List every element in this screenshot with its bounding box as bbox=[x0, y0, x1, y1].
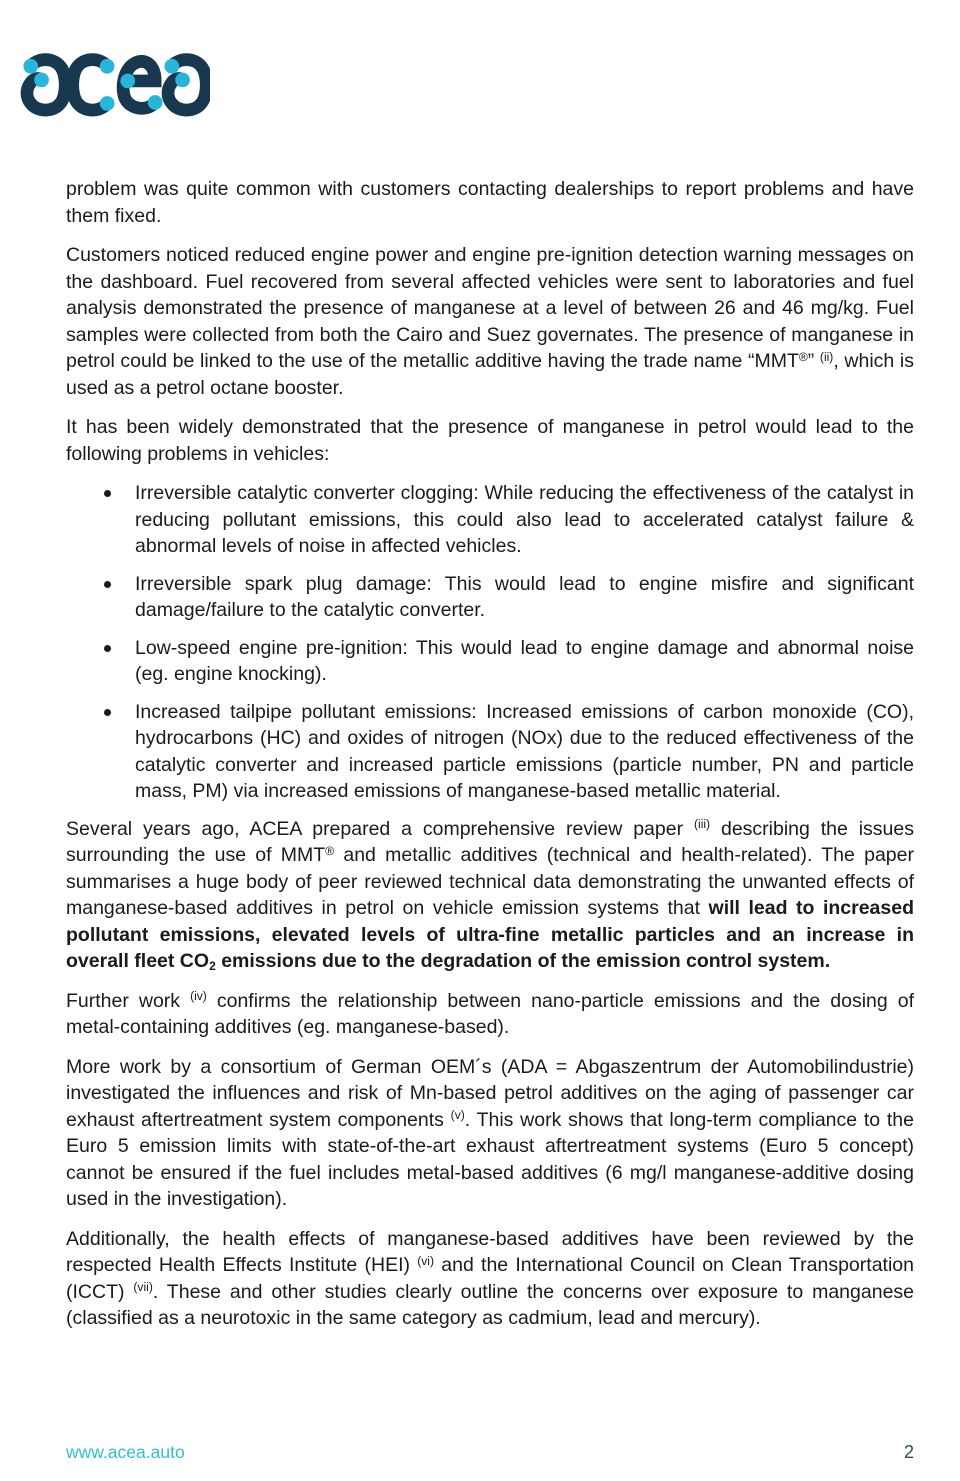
document-body bbox=[66, 176, 914, 1332]
paragraph-review-paper: Several years ago, ACEA prepared a comprehensive review paper $^{(iii)}$ describing the issues surrounding the use of MMT® and metallic additives (technical and health-related). The paper summarises a huge body of peer reviewed technical data demonstrating the unwanted effects of manganese-based additives in petrol on vehicle emission systems that will lead to increased pollutant emissions, elevated levels of ultra-fine metallic particles and an increase in overall fleet $CO_2$ emissions due to the degradation of the emission control system. bbox=[66, 817, 914, 973]
list-item-pre-ignition: Low-speed engine pre-ignition: This would lead to engine damage and abnormal noise (eg. engine knocking). bbox=[66, 635, 914, 688]
list-item-tailpipe-emissions: Increased tailpipe pollutant emissions: Increased emissions of carbon monoxide (CO), hydrocarbons (HC) and oxides of nitrogen (NOx) due to the reduced effectiveness of the catalytic converter and increased particle emissions (particle number, PN and particle mass, PM) via increased emissions of manganese-based metallic material. bbox=[66, 699, 914, 805]
paragraph-problems-lead: It has been widely demonstrated that the presence of manganese in petrol would lead to the following problems in vehicles: bbox=[66, 416, 914, 465]
paragraph-german-oems: More work by a consortium of German OEM´s (ADA = Abgaszentrum der Automobilindustrie) investigated the influences and risk of Mn-based petrol additives on the aging of passenger car exhaust aftertreatment system components $^{(v)}$. This work shows that long-term compliance to the Euro 5 emission limits with state-of-the-art exhaust aftertreatment systems (Euro 5 concept) cannot be ensured if the fuel includes metal-based additives (6 mg/l manganese-additive dosing used in the investigation). bbox=[66, 1055, 914, 1210]
list-item-spark-plug: Irreversible spark plug damage: This would lead to engine misfire and significant damage/failure to the catalytic converter. bbox=[66, 571, 914, 624]
paragraph-further-work: Further work $^{(iv)}$ confirms the relationship between nano-particle emissions and the dosing of metal-containing additives (eg. manganese-based). bbox=[66, 989, 915, 1038]
paragraph-customers: Customers noticed reduced engine power and engine pre-ignition detection warning messages on the dashboard. Fuel recovered from several affected vehicles were sent to laboratories and fuel analysis demonstrated the presence of manganese at a level of between 26 and 46 mg/kg. Fuel samples were collected from both the Cairo and Suez governates. The presence of manganese in petrol could be linked to the use of the metallic additive having the trade name “MMT®” $^{(ii)}$, which is used as a petrol octane booster. bbox=[66, 244, 914, 399]
page-footer bbox=[66, 1442, 914, 1463]
bullet-list bbox=[66, 480, 914, 805]
acea-logo-icon bbox=[20, 33, 210, 123]
list-item-catalytic-clogging: Irreversible catalytic converter clogging: While reducing the effectiveness of the catalyst in reducing pollutant emissions, this could also lead to accelerated catalyst failure & abnormal levels of noise in affected vehicles. bbox=[66, 480, 914, 560]
page-header bbox=[0, 0, 960, 123]
paragraph-intro: problem was quite common with customers contacting dealerships to report problems and have them fixed. bbox=[66, 178, 914, 227]
paragraph-health-effects: Additionally, the health effects of manganese-based additives have been reviewed by the respected Health Effects Institute (HEI) $^{(vi)}$ and the International Council on Clean Transportation (ICCT) $^{(vii)}$. These and other studies clearly outline the concerns over exposure to manganese (classified as a neurotoxic in the same category as cadmium, lead and mercury). bbox=[66, 1227, 915, 1329]
page-number: 2 bbox=[903, 1442, 914, 1462]
website-link[interactable]: www.acea.auto bbox=[66, 1442, 185, 1462]
